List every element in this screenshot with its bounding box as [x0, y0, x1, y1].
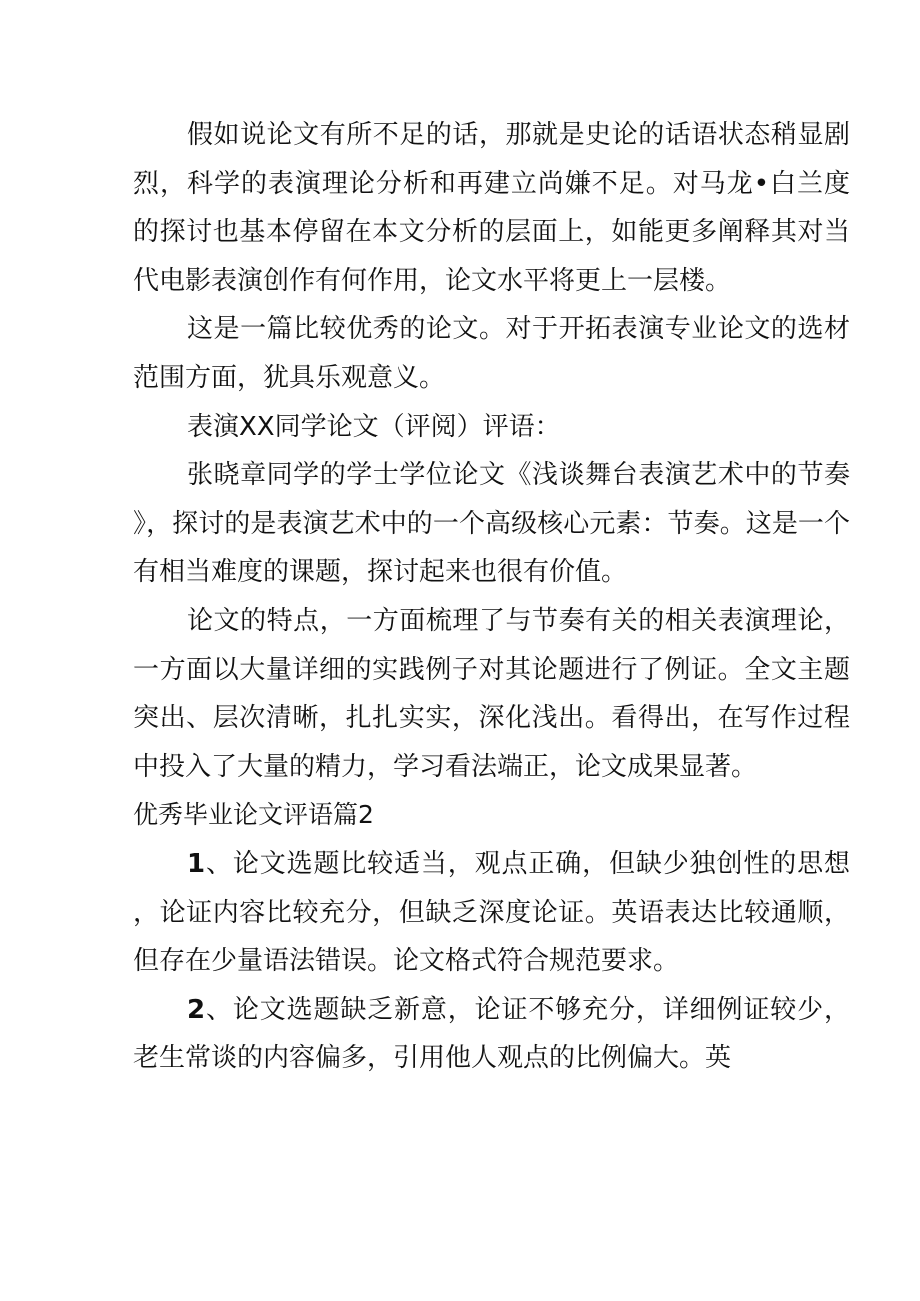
paragraph-assessment: 假如说论文有所不足的话，那就是史论的话语状态稍显剧烈，科学的表演理论分析和再建立尚嫌不足。对马龙•白兰度的探讨也基本停留在本文分析的层面上，如能更多阐释其对当代电影表演创作有何作用，论文水平将更上一层楼。 [133, 120, 850, 296]
paragraph-thesis-features: 论文的特点，一方面梳理了与节奏有关的相关表演理论，一方面以大量详细的实践例子对其论题进行了例证。全文主题突出、层次清晰，扎扎实实，深化浅出。看得出，在写作过程中投入了大量的精力，学习看法端正，论文成果显著。 [133, 605, 850, 782]
item-number: 2 [187, 994, 206, 1025]
section-heading: 优秀毕业论文评语篇2 [133, 800, 374, 830]
paragraph-overall: 这是一篇比较优秀的论文。对于开拓表演专业论文的选材范围方面，犹具乐观意义。 [133, 314, 850, 393]
paragraph-review-title: 表演XX同学论文（评阅）评语： [187, 411, 561, 442]
item-number: 1 [187, 848, 206, 879]
numbered-item [133, 986, 850, 1083]
paragraph-thesis-intro: 张晓章同学的学士学位论文《浅谈舞台表演艺术中的节奏》，探讨的是表演艺术中的一个高级核心元素：节奏。这是一个有相当难度的课题，探讨起来也很有价值。 [133, 460, 850, 588]
item-text: 、论文选题比较适当，观点正确，但缺少独创性的思想，论证内容比较充分，但缺乏深度论证。英语表达比较通顺，但存在少量语法错误。论文格式符合规范要求。 [133, 848, 850, 977]
item-text: 、论文选题缺乏新意，论证不够充分，详细例证较少，老生常谈的内容偏多，引用他人观点的比例偏大。英 [133, 994, 850, 1074]
numbered-item [133, 840, 850, 986]
